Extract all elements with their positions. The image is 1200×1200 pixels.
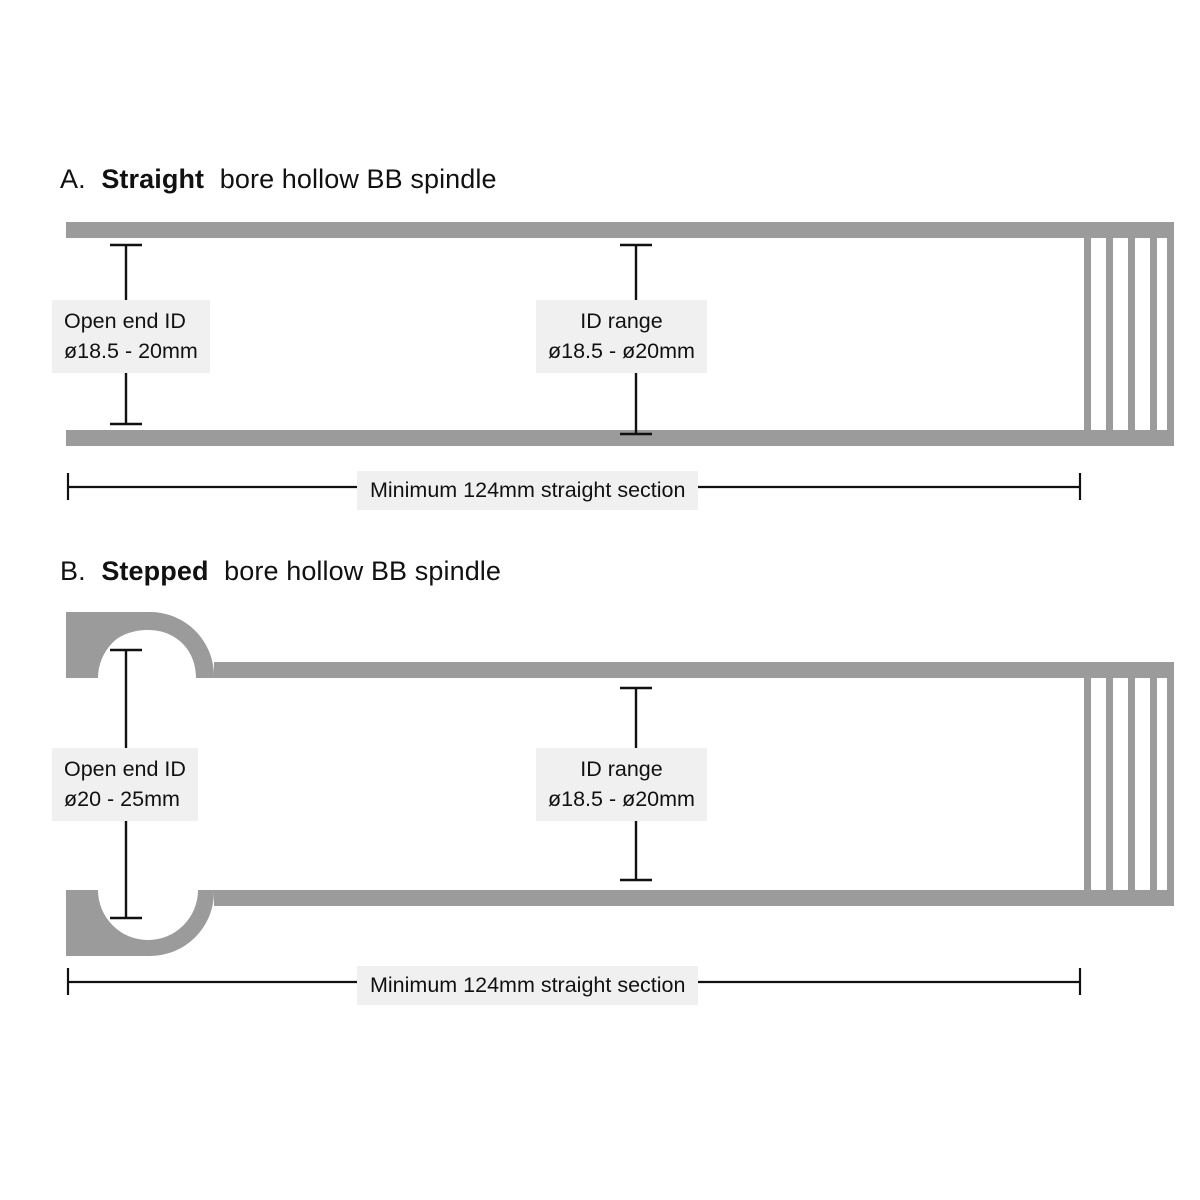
callout-line-2: ø18.5 - ø20mm (548, 339, 695, 363)
section-a-heading (60, 164, 505, 195)
section-a-open-end-id-callout (52, 300, 210, 373)
section-a-letter: A. (60, 164, 86, 194)
callout-line-1: ID range (580, 309, 663, 333)
callout-line-1: Open end ID (64, 757, 186, 781)
callout-line-1: ID range (580, 757, 663, 781)
callout-line-2: ø18.5 - ø20mm (548, 787, 695, 811)
section-b-open-end-id-callout (52, 748, 198, 821)
callout-line-2: ø18.5 - 20mm (64, 339, 198, 363)
callout-line-1: Open end ID (64, 309, 186, 333)
callout-line-2: ø20 - 25mm (64, 787, 180, 811)
section-a-id-range-callout (536, 300, 707, 373)
section-b-rest: bore hollow BB spindle (224, 556, 502, 586)
section-b-id-range-callout (536, 748, 707, 821)
section-b-heading (60, 556, 509, 587)
section-b-length-label: Minimum 124mm straight section (357, 966, 698, 1005)
section-a-rest: bore hollow BB spindle (219, 164, 497, 194)
section-a-length-label: Minimum 124mm straight section (357, 471, 698, 510)
section-b-letter: B. (60, 556, 86, 586)
section-a-kind: Straight (101, 164, 205, 194)
section-b-kind: Stepped (101, 556, 209, 586)
